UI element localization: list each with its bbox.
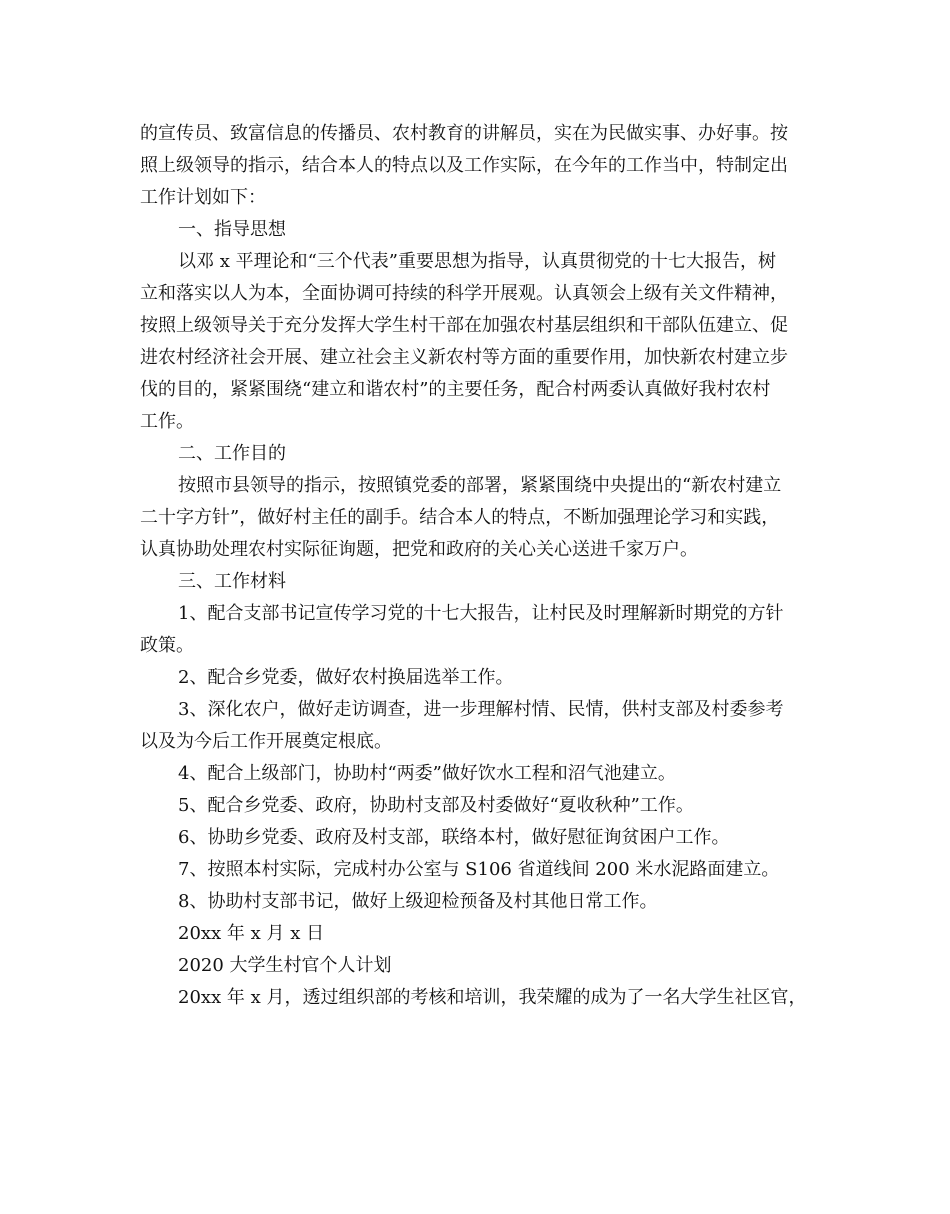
text-line: 按照上级领导关于充分发挥大学生村干部在加强农村基层组织和干部队伍建立、促 <box>140 315 788 336</box>
text-line: 6、协助乡党委、政府及村支部，联络本村，做好慰征询贫困户工作。 <box>178 827 730 848</box>
text-line: 20xx 年 x 月 x 日 <box>178 923 325 944</box>
text-line: 认真协助处理农村实际征询题，把党和政府的关心关心送进千家万户。 <box>140 539 698 560</box>
text-line: 以及为今后工作开展奠定根底。 <box>140 731 392 752</box>
text-line: 三、工作材料 <box>178 571 286 592</box>
text-line: 按照市县领导的指示，按照镇党委的部署，紧紧围绕中央提出的“新农村建立 <box>178 475 782 496</box>
text-line: 4、配合上级部门，协助村“两委”做好饮水工程和沼气池建立。 <box>178 763 676 784</box>
text-line: 1、配合支部书记宣传学习党的十七大报告，让村民及时理解新时期党的方针 <box>178 603 784 624</box>
text-line: 8、协助村支部书记，做好上级迎检预备及村其他日常工作。 <box>178 891 658 912</box>
text-line: 二、工作目的 <box>178 443 286 464</box>
text-line: 2020 大学生村官个人计划 <box>178 955 392 976</box>
text-line: 立和落实以人为本，全面协调可持续的科学开展观。认真领会上级有关文件精神， <box>140 283 788 304</box>
text-line: 一、指导思想 <box>178 219 286 240</box>
text-line: 7、按照本村实际，完成村办公室与 S106 省道线间 200 米水泥路面建立。 <box>178 859 780 880</box>
text-line: 工作计划如下： <box>140 187 266 208</box>
document-body <box>140 118 820 1014</box>
text-line: 二十字方针”，做好村主任的副手。结合本人的特点，不断加强理论学习和实践， <box>140 507 780 528</box>
text-line: 进农村经济社会开展、建立社会主义新农村等方面的重要作用，加快新农村建立步 <box>140 347 788 368</box>
text-line: 的宣传员、致富信息的传播员、农村教育的讲解员，实在为民做实事、办好事。按 <box>140 123 788 144</box>
text-line: 以邓 x 平理论和“三个代表”重要思想为指导，认真贯彻党的十七大报告，树 <box>178 251 776 272</box>
text-line: 政策。 <box>140 635 194 656</box>
text-line: 伐的目的，紧紧围绕“建立和谐农村”的主要任务，配合村两委认真做好我村农村 <box>140 379 771 400</box>
text-line: 5、配合乡党委、政府，协助村支部及村委做好“夏收秋种”工作。 <box>178 795 694 816</box>
text-line: 20xx 年 x 月，透过组织部的考核和培训，我荣耀的成为了一名大学生社区官， <box>178 987 807 1008</box>
text-line: 3、深化农户，做好走访调查，进一步理解村情、民情，供村支部及村委参考 <box>178 699 784 720</box>
text-line: 照上级领导的指示，结合本人的特点以及工作实际，在今年的工作当中，特制定出 <box>140 155 788 176</box>
text-line: 2、配合乡党委，做好农村换届选举工作。 <box>178 667 514 688</box>
text-line: 工作。 <box>140 411 194 432</box>
